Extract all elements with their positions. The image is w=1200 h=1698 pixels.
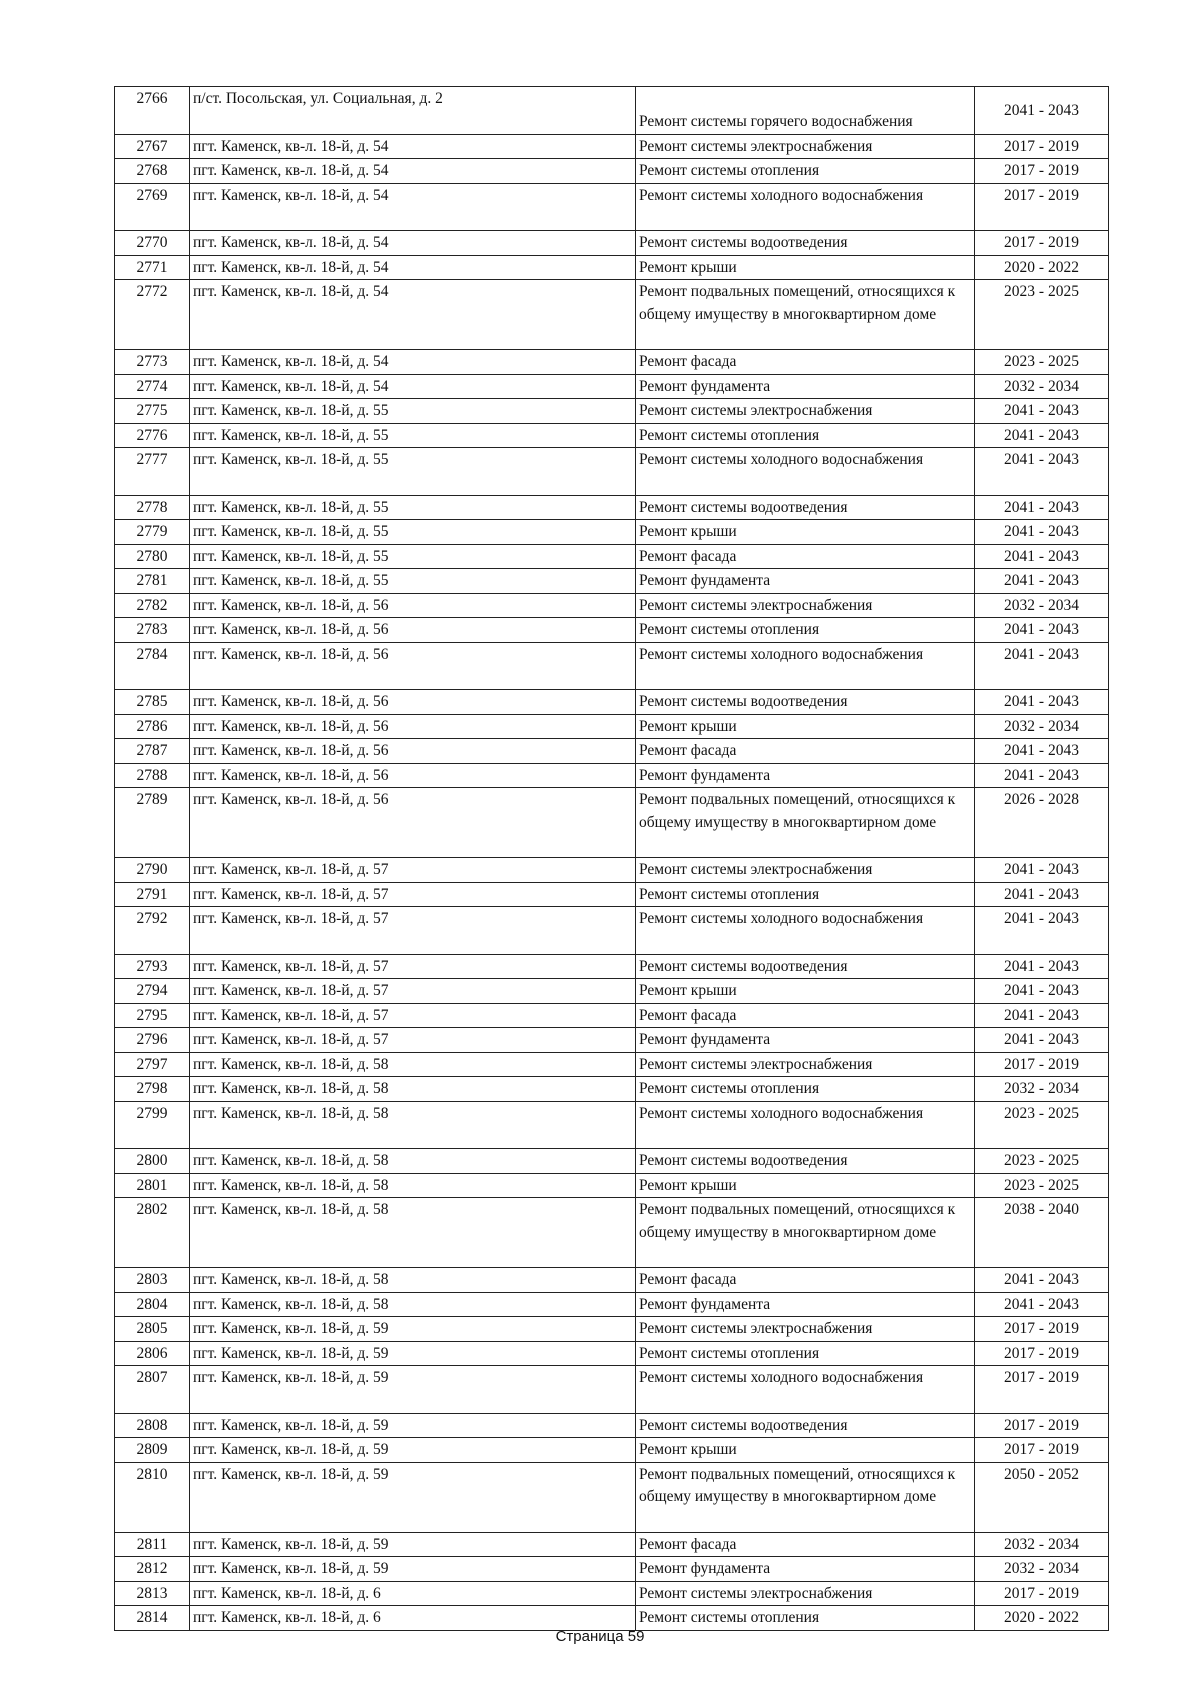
table-row bbox=[115, 423, 1109, 448]
row-number-cell: 2808 bbox=[115, 1413, 190, 1438]
address-cell: пгт. Каменск, кв-л. 18-й, д. 59 bbox=[190, 1413, 636, 1438]
table-row bbox=[115, 255, 1109, 280]
period-cell: 2032 - 2034 bbox=[975, 1557, 1109, 1582]
row-number-cell: 2770 bbox=[115, 231, 190, 256]
table-row bbox=[115, 593, 1109, 618]
table-row bbox=[115, 954, 1109, 979]
period-cell: 2032 - 2034 bbox=[975, 1532, 1109, 1557]
period-cell: 2017 - 2019 bbox=[975, 134, 1109, 159]
row-number-cell: 2772 bbox=[115, 280, 190, 350]
work-type-cell: Ремонт крыши bbox=[636, 979, 975, 1004]
period-cell: 2041 - 2043 bbox=[975, 87, 1109, 135]
address-cell: пгт. Каменск, кв-л. 18-й, д. 59 bbox=[190, 1366, 636, 1414]
table-row bbox=[115, 1077, 1109, 1102]
row-number-cell: 2796 bbox=[115, 1028, 190, 1053]
address-cell: пгт. Каменск, кв-л. 18-й, д. 55 bbox=[190, 423, 636, 448]
address-cell: пгт. Каменск, кв-л. 18-й, д. 56 bbox=[190, 788, 636, 858]
row-number-cell: 2769 bbox=[115, 183, 190, 231]
work-type-cell: Ремонт системы водоотведения bbox=[636, 231, 975, 256]
period-cell: 2041 - 2043 bbox=[975, 495, 1109, 520]
table-row bbox=[115, 1366, 1109, 1414]
work-type-cell: Ремонт фасада bbox=[636, 1532, 975, 1557]
address-cell: пгт. Каменск, кв-л. 18-й, д. 55 bbox=[190, 399, 636, 424]
period-cell: 2023 - 2025 bbox=[975, 1149, 1109, 1174]
row-number-cell: 2776 bbox=[115, 423, 190, 448]
table-row bbox=[115, 1028, 1109, 1053]
row-number-cell: 2793 bbox=[115, 954, 190, 979]
table-row bbox=[115, 520, 1109, 545]
period-cell: 2017 - 2019 bbox=[975, 183, 1109, 231]
period-cell: 2032 - 2034 bbox=[975, 714, 1109, 739]
period-cell: 2026 - 2028 bbox=[975, 788, 1109, 858]
work-type-cell: Ремонт системы электроснабжения bbox=[636, 1317, 975, 1342]
address-cell: пгт. Каменск, кв-л. 18-й, д. 57 bbox=[190, 954, 636, 979]
address-cell: пгт. Каменск, кв-л. 18-й, д. 56 bbox=[190, 593, 636, 618]
address-cell: пгт. Каменск, кв-л. 18-й, д. 58 bbox=[190, 1292, 636, 1317]
period-cell: 2017 - 2019 bbox=[975, 1341, 1109, 1366]
row-number-cell: 2794 bbox=[115, 979, 190, 1004]
table-row bbox=[115, 739, 1109, 764]
table-row bbox=[115, 1003, 1109, 1028]
row-number-cell: 2786 bbox=[115, 714, 190, 739]
work-type-cell: Ремонт системы электроснабжения bbox=[636, 858, 975, 883]
address-cell: пгт. Каменск, кв-л. 18-й, д. 56 bbox=[190, 618, 636, 643]
row-number-cell: 2806 bbox=[115, 1341, 190, 1366]
work-type-cell: Ремонт крыши bbox=[636, 1173, 975, 1198]
table-row bbox=[115, 763, 1109, 788]
period-cell: 2023 - 2025 bbox=[975, 1173, 1109, 1198]
row-number-cell: 2782 bbox=[115, 593, 190, 618]
period-cell: 2041 - 2043 bbox=[975, 882, 1109, 907]
work-type-cell: Ремонт системы электроснабжения bbox=[636, 134, 975, 159]
work-type-cell: Ремонт системы холодного водоснабжения bbox=[636, 642, 975, 690]
row-number-cell: 2767 bbox=[115, 134, 190, 159]
period-cell: 2041 - 2043 bbox=[975, 544, 1109, 569]
address-cell: пгт. Каменск, кв-л. 18-й, д. 58 bbox=[190, 1052, 636, 1077]
address-cell: п/ст. Посольская, ул. Социальная, д. 2 bbox=[190, 87, 636, 135]
work-type-cell: Ремонт системы отопления bbox=[636, 159, 975, 184]
address-cell: пгт. Каменск, кв-л. 18-й, д. 57 bbox=[190, 979, 636, 1004]
table-row bbox=[115, 642, 1109, 690]
table-row bbox=[115, 1341, 1109, 1366]
row-number-cell: 2810 bbox=[115, 1462, 190, 1532]
table-row bbox=[115, 183, 1109, 231]
row-number-cell: 2785 bbox=[115, 690, 190, 715]
row-number-cell: 2799 bbox=[115, 1101, 190, 1149]
table-row bbox=[115, 907, 1109, 955]
row-number-cell: 2777 bbox=[115, 448, 190, 496]
table-row bbox=[115, 280, 1109, 350]
table-row bbox=[115, 544, 1109, 569]
work-type-cell: Ремонт фундамента bbox=[636, 374, 975, 399]
period-cell: 2041 - 2043 bbox=[975, 642, 1109, 690]
table-body bbox=[115, 87, 1109, 1631]
work-type-cell: Ремонт фундамента bbox=[636, 1292, 975, 1317]
work-type-cell: Ремонт системы водоотведения bbox=[636, 1149, 975, 1174]
period-cell: 2041 - 2043 bbox=[975, 907, 1109, 955]
table-row bbox=[115, 495, 1109, 520]
address-cell: пгт. Каменск, кв-л. 18-й, д. 54 bbox=[190, 280, 636, 350]
address-cell: пгт. Каменск, кв-л. 18-й, д. 59 bbox=[190, 1341, 636, 1366]
work-type-cell: Ремонт крыши bbox=[636, 714, 975, 739]
row-number-cell: 2766 bbox=[115, 87, 190, 135]
address-cell: пгт. Каменск, кв-л. 18-й, д. 55 bbox=[190, 448, 636, 496]
row-number-cell: 2803 bbox=[115, 1268, 190, 1293]
row-number-cell: 2814 bbox=[115, 1606, 190, 1631]
row-number-cell: 2804 bbox=[115, 1292, 190, 1317]
row-number-cell: 2784 bbox=[115, 642, 190, 690]
table-row bbox=[115, 1557, 1109, 1582]
work-type-cell: Ремонт крыши bbox=[636, 255, 975, 280]
period-cell: 2023 - 2025 bbox=[975, 350, 1109, 375]
table-row bbox=[115, 87, 1109, 135]
period-cell: 2041 - 2043 bbox=[975, 520, 1109, 545]
row-number-cell: 2813 bbox=[115, 1581, 190, 1606]
address-cell: пгт. Каменск, кв-л. 18-й, д. 54 bbox=[190, 231, 636, 256]
address-cell: пгт. Каменск, кв-л. 18-й, д. 55 bbox=[190, 520, 636, 545]
period-cell: 2041 - 2043 bbox=[975, 448, 1109, 496]
period-cell: 2041 - 2043 bbox=[975, 979, 1109, 1004]
work-type-cell: Ремонт системы водоотведения bbox=[636, 690, 975, 715]
work-type-cell: Ремонт фасада bbox=[636, 544, 975, 569]
period-cell: 2050 - 2052 bbox=[975, 1462, 1109, 1532]
period-cell: 2041 - 2043 bbox=[975, 954, 1109, 979]
period-cell: 2023 - 2025 bbox=[975, 280, 1109, 350]
row-number-cell: 2768 bbox=[115, 159, 190, 184]
period-cell: 2038 - 2040 bbox=[975, 1198, 1109, 1268]
address-cell: пгт. Каменск, кв-л. 18-й, д. 59 bbox=[190, 1317, 636, 1342]
address-cell: пгт. Каменск, кв-л. 18-й, д. 58 bbox=[190, 1198, 636, 1268]
row-number-cell: 2809 bbox=[115, 1438, 190, 1463]
address-cell: пгт. Каменск, кв-л. 18-й, д. 57 bbox=[190, 882, 636, 907]
address-cell: пгт. Каменск, кв-л. 18-й, д. 59 bbox=[190, 1532, 636, 1557]
row-number-cell: 2774 bbox=[115, 374, 190, 399]
period-cell: 2017 - 2019 bbox=[975, 159, 1109, 184]
work-type-cell: Ремонт системы холодного водоснабжения bbox=[636, 1366, 975, 1414]
address-cell: пгт. Каменск, кв-л. 18-й, д. 55 bbox=[190, 569, 636, 594]
row-number-cell: 2800 bbox=[115, 1149, 190, 1174]
table-row bbox=[115, 1581, 1109, 1606]
row-number-cell: 2797 bbox=[115, 1052, 190, 1077]
work-type-cell: Ремонт системы водоотведения bbox=[636, 495, 975, 520]
period-cell: 2032 - 2034 bbox=[975, 374, 1109, 399]
address-cell: пгт. Каменск, кв-л. 18-й, д. 57 bbox=[190, 858, 636, 883]
work-type-cell: Ремонт фундамента bbox=[636, 763, 975, 788]
table-row bbox=[115, 1173, 1109, 1198]
address-cell: пгт. Каменск, кв-л. 18-й, д. 56 bbox=[190, 739, 636, 764]
period-cell: 2041 - 2043 bbox=[975, 1003, 1109, 1028]
address-cell: пгт. Каменск, кв-л. 18-й, д. 54 bbox=[190, 255, 636, 280]
address-cell: пгт. Каменск, кв-л. 18-й, д. 56 bbox=[190, 714, 636, 739]
row-number-cell: 2783 bbox=[115, 618, 190, 643]
table-row bbox=[115, 979, 1109, 1004]
work-type-cell: Ремонт подвальных помещений, относящихся к общему имуществу в многоквартирном доме bbox=[636, 788, 975, 858]
work-type-cell: Ремонт фундамента bbox=[636, 1028, 975, 1053]
period-cell: 2041 - 2043 bbox=[975, 618, 1109, 643]
table-row bbox=[115, 1101, 1109, 1149]
work-type-cell: Ремонт системы водоотведения bbox=[636, 1413, 975, 1438]
address-cell: пгт. Каменск, кв-л. 18-й, д. 56 bbox=[190, 690, 636, 715]
table-row bbox=[115, 1149, 1109, 1174]
period-cell: 2041 - 2043 bbox=[975, 1268, 1109, 1293]
table-row bbox=[115, 1317, 1109, 1342]
row-number-cell: 2779 bbox=[115, 520, 190, 545]
row-number-cell: 2781 bbox=[115, 569, 190, 594]
work-type-cell: Ремонт системы электроснабжения bbox=[636, 399, 975, 424]
table-row bbox=[115, 159, 1109, 184]
row-number-cell: 2780 bbox=[115, 544, 190, 569]
address-cell: пгт. Каменск, кв-л. 18-й, д. 58 bbox=[190, 1173, 636, 1198]
work-type-cell: Ремонт подвальных помещений, относящихся к общему имуществу в многоквартирном доме bbox=[636, 1462, 975, 1532]
row-number-cell: 2805 bbox=[115, 1317, 190, 1342]
table-row bbox=[115, 714, 1109, 739]
address-cell: пгт. Каменск, кв-л. 18-й, д. 54 bbox=[190, 374, 636, 399]
work-type-cell: Ремонт крыши bbox=[636, 520, 975, 545]
table-row bbox=[115, 1462, 1109, 1532]
address-cell: пгт. Каменск, кв-л. 18-й, д. 56 bbox=[190, 642, 636, 690]
work-type-cell: Ремонт фундамента bbox=[636, 1557, 975, 1582]
work-type-cell: Ремонт фасада bbox=[636, 1268, 975, 1293]
address-cell: пгт. Каменск, кв-л. 18-й, д. 58 bbox=[190, 1149, 636, 1174]
work-type-cell: Ремонт системы холодного водоснабжения bbox=[636, 448, 975, 496]
page-number: Страница 59 bbox=[555, 1628, 645, 1645]
row-number-cell: 2773 bbox=[115, 350, 190, 375]
table-row bbox=[115, 882, 1109, 907]
period-cell: 2017 - 2019 bbox=[975, 1317, 1109, 1342]
table-row bbox=[115, 231, 1109, 256]
address-cell: пгт. Каменск, кв-л. 18-й, д. 58 bbox=[190, 1268, 636, 1293]
address-cell: пгт. Каменск, кв-л. 18-й, д. 59 bbox=[190, 1557, 636, 1582]
row-number-cell: 2790 bbox=[115, 858, 190, 883]
row-number-cell: 2792 bbox=[115, 907, 190, 955]
period-cell: 2017 - 2019 bbox=[975, 1438, 1109, 1463]
work-type-cell: Ремонт системы отопления bbox=[636, 423, 975, 448]
period-cell: 2017 - 2019 bbox=[975, 1413, 1109, 1438]
table-row bbox=[115, 350, 1109, 375]
period-cell: 2023 - 2025 bbox=[975, 1101, 1109, 1149]
row-number-cell: 2791 bbox=[115, 882, 190, 907]
table-row bbox=[115, 374, 1109, 399]
work-type-cell: Ремонт системы отопления bbox=[636, 1606, 975, 1631]
table-row bbox=[115, 1292, 1109, 1317]
table-row bbox=[115, 1532, 1109, 1557]
row-number-cell: 2802 bbox=[115, 1198, 190, 1268]
work-type-cell: Ремонт системы отопления bbox=[636, 618, 975, 643]
row-number-cell: 2812 bbox=[115, 1557, 190, 1582]
row-number-cell: 2778 bbox=[115, 495, 190, 520]
work-type-cell: Ремонт системы электроснабжения bbox=[636, 1052, 975, 1077]
address-cell: пгт. Каменск, кв-л. 18-й, д. 54 bbox=[190, 134, 636, 159]
address-cell: пгт. Каменск, кв-л. 18-й, д. 58 bbox=[190, 1101, 636, 1149]
period-cell: 2032 - 2034 bbox=[975, 1077, 1109, 1102]
row-number-cell: 2775 bbox=[115, 399, 190, 424]
table-row bbox=[115, 134, 1109, 159]
work-type-cell: Ремонт фундамента bbox=[636, 569, 975, 594]
table-row bbox=[115, 569, 1109, 594]
work-type-cell: Ремонт системы холодного водоснабжения bbox=[636, 1101, 975, 1149]
address-cell: пгт. Каменск, кв-л. 18-й, д. 54 bbox=[190, 350, 636, 375]
table-row bbox=[115, 448, 1109, 496]
period-cell: 2020 - 2022 bbox=[975, 1606, 1109, 1631]
work-type-cell: Ремонт подвальных помещений, относящихся к общему имуществу в многоквартирном доме bbox=[636, 1198, 975, 1268]
table-row bbox=[115, 858, 1109, 883]
work-type-cell: Ремонт системы холодного водоснабжения bbox=[636, 907, 975, 955]
table-row bbox=[115, 1438, 1109, 1463]
address-cell: пгт. Каменск, кв-л. 18-й, д. 6 bbox=[190, 1581, 636, 1606]
row-number-cell: 2787 bbox=[115, 739, 190, 764]
work-type-cell: Ремонт системы электроснабжения bbox=[636, 1581, 975, 1606]
repair-schedule-table bbox=[114, 86, 1109, 1631]
address-cell: пгт. Каменск, кв-л. 18-й, д. 59 bbox=[190, 1438, 636, 1463]
address-cell: пгт. Каменск, кв-л. 18-й, д. 6 bbox=[190, 1606, 636, 1631]
period-cell: 2041 - 2043 bbox=[975, 690, 1109, 715]
row-number-cell: 2801 bbox=[115, 1173, 190, 1198]
period-cell: 2041 - 2043 bbox=[975, 569, 1109, 594]
period-cell: 2041 - 2043 bbox=[975, 423, 1109, 448]
row-number-cell: 2798 bbox=[115, 1077, 190, 1102]
table-row bbox=[115, 1198, 1109, 1268]
period-cell: 2017 - 2019 bbox=[975, 1052, 1109, 1077]
table-row bbox=[115, 1606, 1109, 1631]
period-cell: 2017 - 2019 bbox=[975, 231, 1109, 256]
table-row bbox=[115, 1413, 1109, 1438]
period-cell: 2041 - 2043 bbox=[975, 739, 1109, 764]
row-number-cell: 2771 bbox=[115, 255, 190, 280]
address-cell: пгт. Каменск, кв-л. 18-й, д. 55 bbox=[190, 544, 636, 569]
period-cell: 2041 - 2043 bbox=[975, 858, 1109, 883]
work-type-cell: Ремонт системы отопления bbox=[636, 1077, 975, 1102]
address-cell: пгт. Каменск, кв-л. 18-й, д. 59 bbox=[190, 1462, 636, 1532]
work-type-cell: Ремонт системы электроснабжения bbox=[636, 593, 975, 618]
work-type-cell: Ремонт системы холодного водоснабжения bbox=[636, 183, 975, 231]
table-row bbox=[115, 399, 1109, 424]
period-cell: 2041 - 2043 bbox=[975, 1028, 1109, 1053]
row-number-cell: 2789 bbox=[115, 788, 190, 858]
work-type-cell: Ремонт системы горячего водоснабжения bbox=[636, 87, 975, 135]
row-number-cell: 2807 bbox=[115, 1366, 190, 1414]
period-cell: 2041 - 2043 bbox=[975, 399, 1109, 424]
period-cell: 2032 - 2034 bbox=[975, 593, 1109, 618]
address-cell: пгт. Каменск, кв-л. 18-й, д. 57 bbox=[190, 907, 636, 955]
address-cell: пгт. Каменск, кв-л. 18-й, д. 55 bbox=[190, 495, 636, 520]
work-type-cell: Ремонт системы отопления bbox=[636, 882, 975, 907]
table-row bbox=[115, 690, 1109, 715]
table-row bbox=[115, 1268, 1109, 1293]
period-cell: 2017 - 2019 bbox=[975, 1581, 1109, 1606]
period-cell: 2020 - 2022 bbox=[975, 255, 1109, 280]
table-row bbox=[115, 1052, 1109, 1077]
work-type-cell: Ремонт фасада bbox=[636, 350, 975, 375]
table-row bbox=[115, 788, 1109, 858]
period-cell: 2017 - 2019 bbox=[975, 1366, 1109, 1414]
work-type-cell: Ремонт крыши bbox=[636, 1438, 975, 1463]
address-cell: пгт. Каменск, кв-л. 18-й, д. 57 bbox=[190, 1003, 636, 1028]
work-type-cell: Ремонт системы отопления bbox=[636, 1341, 975, 1366]
address-cell: пгт. Каменск, кв-л. 18-й, д. 56 bbox=[190, 763, 636, 788]
address-cell: пгт. Каменск, кв-л. 18-й, д. 54 bbox=[190, 183, 636, 231]
work-type-cell: Ремонт подвальных помещений, относящихся к общему имуществу в многоквартирном доме bbox=[636, 280, 975, 350]
address-cell: пгт. Каменск, кв-л. 18-й, д. 54 bbox=[190, 159, 636, 184]
row-number-cell: 2788 bbox=[115, 763, 190, 788]
row-number-cell: 2795 bbox=[115, 1003, 190, 1028]
row-number-cell: 2811 bbox=[115, 1532, 190, 1557]
work-type-cell: Ремонт системы водоотведения bbox=[636, 954, 975, 979]
period-cell: 2041 - 2043 bbox=[975, 1292, 1109, 1317]
period-cell: 2041 - 2043 bbox=[975, 763, 1109, 788]
table-row bbox=[115, 618, 1109, 643]
address-cell: пгт. Каменск, кв-л. 18-й, д. 57 bbox=[190, 1028, 636, 1053]
work-type-cell: Ремонт фасада bbox=[636, 739, 975, 764]
work-type-cell: Ремонт фасада bbox=[636, 1003, 975, 1028]
address-cell: пгт. Каменск, кв-л. 18-й, д. 58 bbox=[190, 1077, 636, 1102]
